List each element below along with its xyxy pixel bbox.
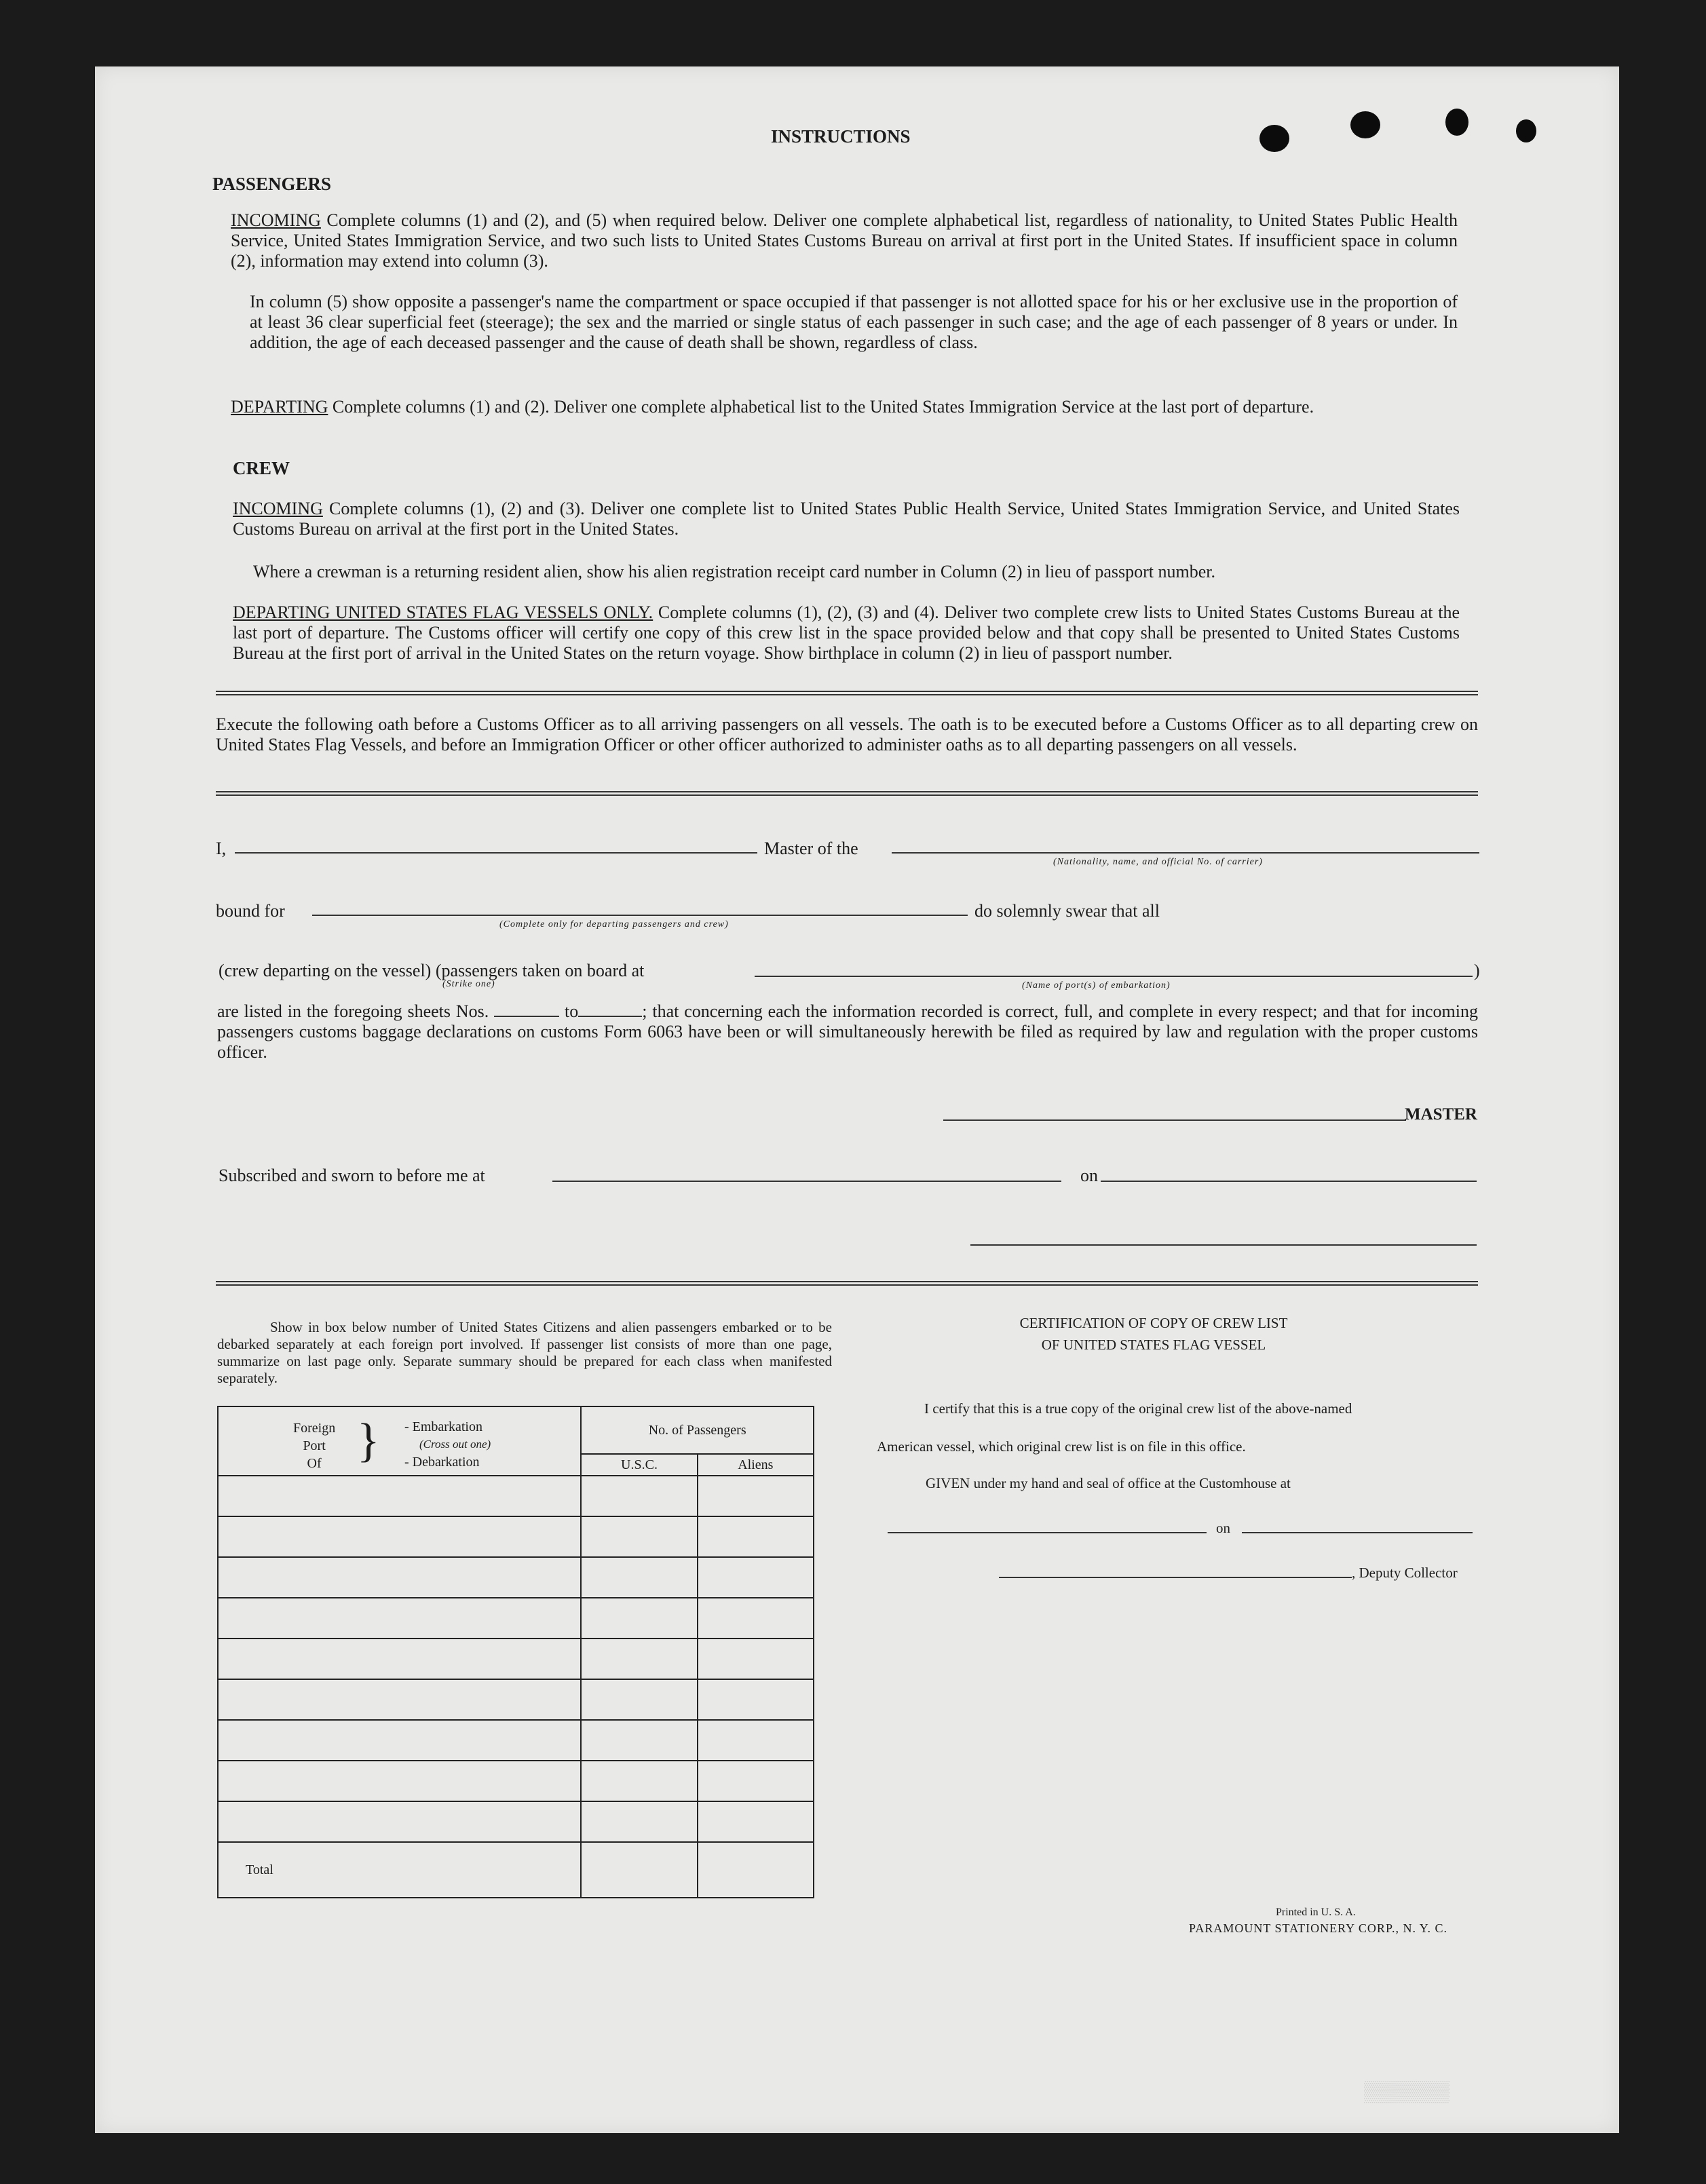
port-label: Port (303, 1438, 326, 1453)
master-label: MASTER (1405, 1105, 1477, 1124)
port-cell[interactable] (218, 1476, 581, 1516)
punch-hole-2 (1350, 111, 1380, 138)
punch-hole-3 (1445, 109, 1468, 136)
passenger-summary-table (217, 1406, 814, 1898)
port-cell[interactable] (218, 1598, 581, 1639)
usc-cell[interactable] (581, 1639, 697, 1679)
foreign-label: Foreign (293, 1421, 336, 1436)
usc-cell[interactable] (581, 1598, 697, 1639)
usc-cell[interactable] (581, 1557, 697, 1598)
debarkation-label: - Debarkation (404, 1455, 480, 1470)
listed-text-a: are listed in the foregoing sheets Nos. (217, 1001, 489, 1021)
total-row (218, 1842, 814, 1898)
table-row (218, 1598, 814, 1639)
aliens-cell[interactable] (698, 1679, 814, 1720)
aliens-cell[interactable] (698, 1516, 814, 1557)
table-row (218, 1476, 814, 1516)
bound-for-field[interactable] (312, 915, 968, 916)
solemnly-swear-label: do solemnly swear that all (974, 901, 1160, 921)
table-row (218, 1516, 814, 1557)
passengers-departing-paragraph (231, 397, 1458, 417)
port-cell[interactable] (218, 1639, 581, 1679)
section-divider-2 (216, 791, 1478, 796)
bound-for-caption: (Complete only for departing passengers and crew) (499, 919, 729, 930)
sheet-to-field[interactable] (578, 1002, 642, 1017)
printer-name: PARAMOUNT STATIONERY CORP., N. Y. C. (1189, 1921, 1447, 1935)
crew-incoming-text: Complete columns (1), (2) and (3). Deliver one complete list to United States Public Health Service, United States Immigration Service, and United States Customs Bureau on arrival at the first port in the United States. (233, 499, 1460, 539)
passengers-heading: PASSENGERS (212, 174, 332, 194)
page-title: INSTRUCTIONS (771, 126, 911, 147)
column5-paragraph: In column (5) show opposite a passenger's name the compartment or space occupied if that passenger is not allotted space for his or her exclusive use in the proportion of at least 36 clear superficial feet (steerage); the sex and the married or single status of each passenger in such case; and the age of each passenger of 8 years or under. In addition, the age of each deceased passenger and the cause of death shall be shown, regardless of class. (250, 292, 1458, 352)
aliens-cell[interactable] (698, 1598, 814, 1639)
close-paren: ) (1474, 961, 1480, 980)
table-row (218, 1679, 814, 1720)
usc-cell[interactable] (581, 1516, 697, 1557)
punch-hole-1 (1259, 125, 1289, 152)
port-cell[interactable] (218, 1801, 581, 1842)
certify-line-2: American vessel, which original crew list is on file in this office. (877, 1438, 1246, 1455)
table-row (218, 1557, 814, 1598)
summary-instructions: Show in box below number of United States Citizens and alien passengers embarked or to be debarked separately at each foreign port involved. If passenger list consists of more than one page, summarize on last page only. Separate summary should be prepared for each class when manifested separately. (217, 1319, 832, 1386)
aliens-cell[interactable] (698, 1801, 814, 1842)
departing-text: Complete columns (1) and (2). Deliver one complete alphabetical list to the United States Immigration Service at the last port of departure. (328, 397, 1314, 417)
usc-cell[interactable] (581, 1720, 697, 1761)
cross-out-label: (Cross out one) (419, 1438, 491, 1451)
sworn-date-field[interactable] (1101, 1181, 1477, 1182)
table-row (218, 1639, 814, 1679)
deputy-signature-field[interactable] (999, 1577, 1352, 1578)
port-cell[interactable] (218, 1516, 581, 1557)
subscribed-label: Subscribed and sworn to before me at (219, 1166, 485, 1185)
crew-departing-text: Complete columns (1), (2), (3) and (4). Deliver two complete crew lists to United States Customs Bureau at the last port of departure. The Customs officer will certify one copy of this crew list in the space provided below and that copy shall be presented to United States Customs Bureau at the first port of arrival in the United States on the return voyage. Show birthplace in column (2) in lieu of passport number. (233, 602, 1460, 663)
crew-departing-paragraph (233, 602, 1460, 664)
bound-for-label: bound for (216, 901, 285, 921)
table-row (218, 1801, 814, 1842)
aliens-cell[interactable] (698, 1720, 814, 1761)
port-cell[interactable] (218, 1761, 581, 1801)
passengers-incoming-paragraph (231, 210, 1458, 271)
oath-intro-paragraph: Execute the following oath before a Customs Officer as to all arriving passengers on all vessels. The oath is to be executed before a Customs Officer as to all departing crew on United States Flag Vessels, and before an Immigration Officer or other officer authorized to administer oaths as to all departing passengers on all vessels. (216, 714, 1478, 754)
usc-header: U.S.C. (581, 1454, 697, 1476)
ports-caption: (Name of port(s) of embarkation) (1022, 980, 1171, 991)
form-page (95, 66, 1619, 2133)
port-cell[interactable] (218, 1679, 581, 1720)
listed-to-label: to (565, 1001, 579, 1021)
aliens-header: Aliens (698, 1454, 814, 1476)
usc-cell[interactable] (581, 1476, 697, 1516)
total-label: Total (218, 1842, 581, 1898)
deputy-collector-label: , Deputy Collector (1352, 1565, 1458, 1581)
customhouse-field[interactable] (888, 1532, 1207, 1533)
cert-on-label: on (1216, 1520, 1230, 1536)
table-row (218, 1720, 814, 1761)
aliens-cell[interactable] (698, 1557, 814, 1598)
usc-cell[interactable] (581, 1679, 697, 1720)
punch-hole-4 (1516, 119, 1536, 142)
printed-in-usa: Printed in U. S. A. (1276, 1907, 1356, 1918)
carrier-caption: (Nationality, name, and official No. of carrier) (1053, 857, 1263, 867)
total-usc-cell[interactable] (581, 1842, 697, 1898)
usc-cell[interactable] (581, 1761, 697, 1801)
crew-departing-label: DEPARTING UNITED STATES FLAG VESSELS ONLY. (233, 602, 653, 622)
listed-paragraph (217, 1001, 1478, 1062)
no-passengers-header: No. of Passengers (581, 1406, 814, 1454)
master-of-the-label: Master of the (764, 839, 858, 858)
section-divider-3 (216, 1281, 1478, 1286)
total-aliens-cell[interactable] (698, 1842, 814, 1898)
crew-heading: CREW (233, 458, 290, 478)
table-row (218, 1761, 814, 1801)
certification-title-1: CERTIFICATION OF COPY OF CREW LIST (1019, 1315, 1288, 1331)
sworn-on-label: on (1080, 1166, 1098, 1185)
section-divider-1 (216, 691, 1478, 695)
officer-signature-field[interactable] (970, 1244, 1477, 1246)
resident-alien-paragraph: Where a crewman is a returning resident alien, show his alien registration receipt card number in Column (2) in lieu of passport number. (253, 562, 1216, 581)
port-cell[interactable] (218, 1557, 581, 1598)
carrier-field[interactable] (892, 852, 1479, 854)
aliens-cell[interactable] (698, 1639, 814, 1679)
bleed-through-stamp: ▒▒▒▒▒▒▒ (1364, 2082, 1450, 2105)
embarkation-label: - Embarkation (404, 1419, 482, 1434)
incoming-label: INCOMING (231, 210, 321, 230)
listed-text-b: ; that concerning each the information recorded is correct, full, and complete in every respect; and that for incoming passengers customs baggage declarations on customs Form 6063 have been or will simultaneously herewith be filed as required by law and regulation with the proper customs officer. (217, 1001, 1479, 1062)
port-header-cell (218, 1406, 581, 1476)
master-name-field[interactable] (235, 852, 757, 854)
crew-departing-label-line: (crew departing on the vessel) (passengers taken on board at (219, 961, 645, 980)
incoming-text: Complete columns (1) and (2), and (5) when required below. Deliver one complete alphabetical list, regardless of nationality, to United States Public Health Service, United States Immigration Service, and two such lists to United States Customs Bureau on arrival at first port in the United States. If insufficient space in column (2), information may extend into column (3). (231, 210, 1458, 271)
sworn-location-field[interactable] (552, 1181, 1061, 1182)
ports-of-embarkation-field[interactable] (755, 976, 1473, 977)
oath-i-label: I, (216, 839, 227, 858)
certify-line-1: I certify that this is a true copy of the original crew list of the above-named (924, 1400, 1352, 1417)
cert-date-field[interactable] (1242, 1532, 1473, 1533)
crew-incoming-paragraph (233, 499, 1460, 539)
strike-one-caption: (Strike one) (442, 979, 495, 989)
aliens-cell[interactable] (698, 1761, 814, 1801)
departing-label: DEPARTING (231, 397, 328, 417)
master-signature-field[interactable] (943, 1119, 1406, 1121)
of-label: Of (307, 1456, 322, 1471)
brace-icon: } (357, 1415, 380, 1467)
sheet-from-field[interactable] (494, 1002, 559, 1017)
certification-title-2: OF UNITED STATES FLAG VESSEL (1041, 1337, 1266, 1353)
usc-cell[interactable] (581, 1801, 697, 1842)
aliens-cell[interactable] (698, 1476, 814, 1516)
crew-incoming-label: INCOMING (233, 499, 323, 518)
port-cell[interactable] (218, 1720, 581, 1761)
given-line: GIVEN under my hand and seal of office at the Customhouse at (926, 1475, 1291, 1491)
